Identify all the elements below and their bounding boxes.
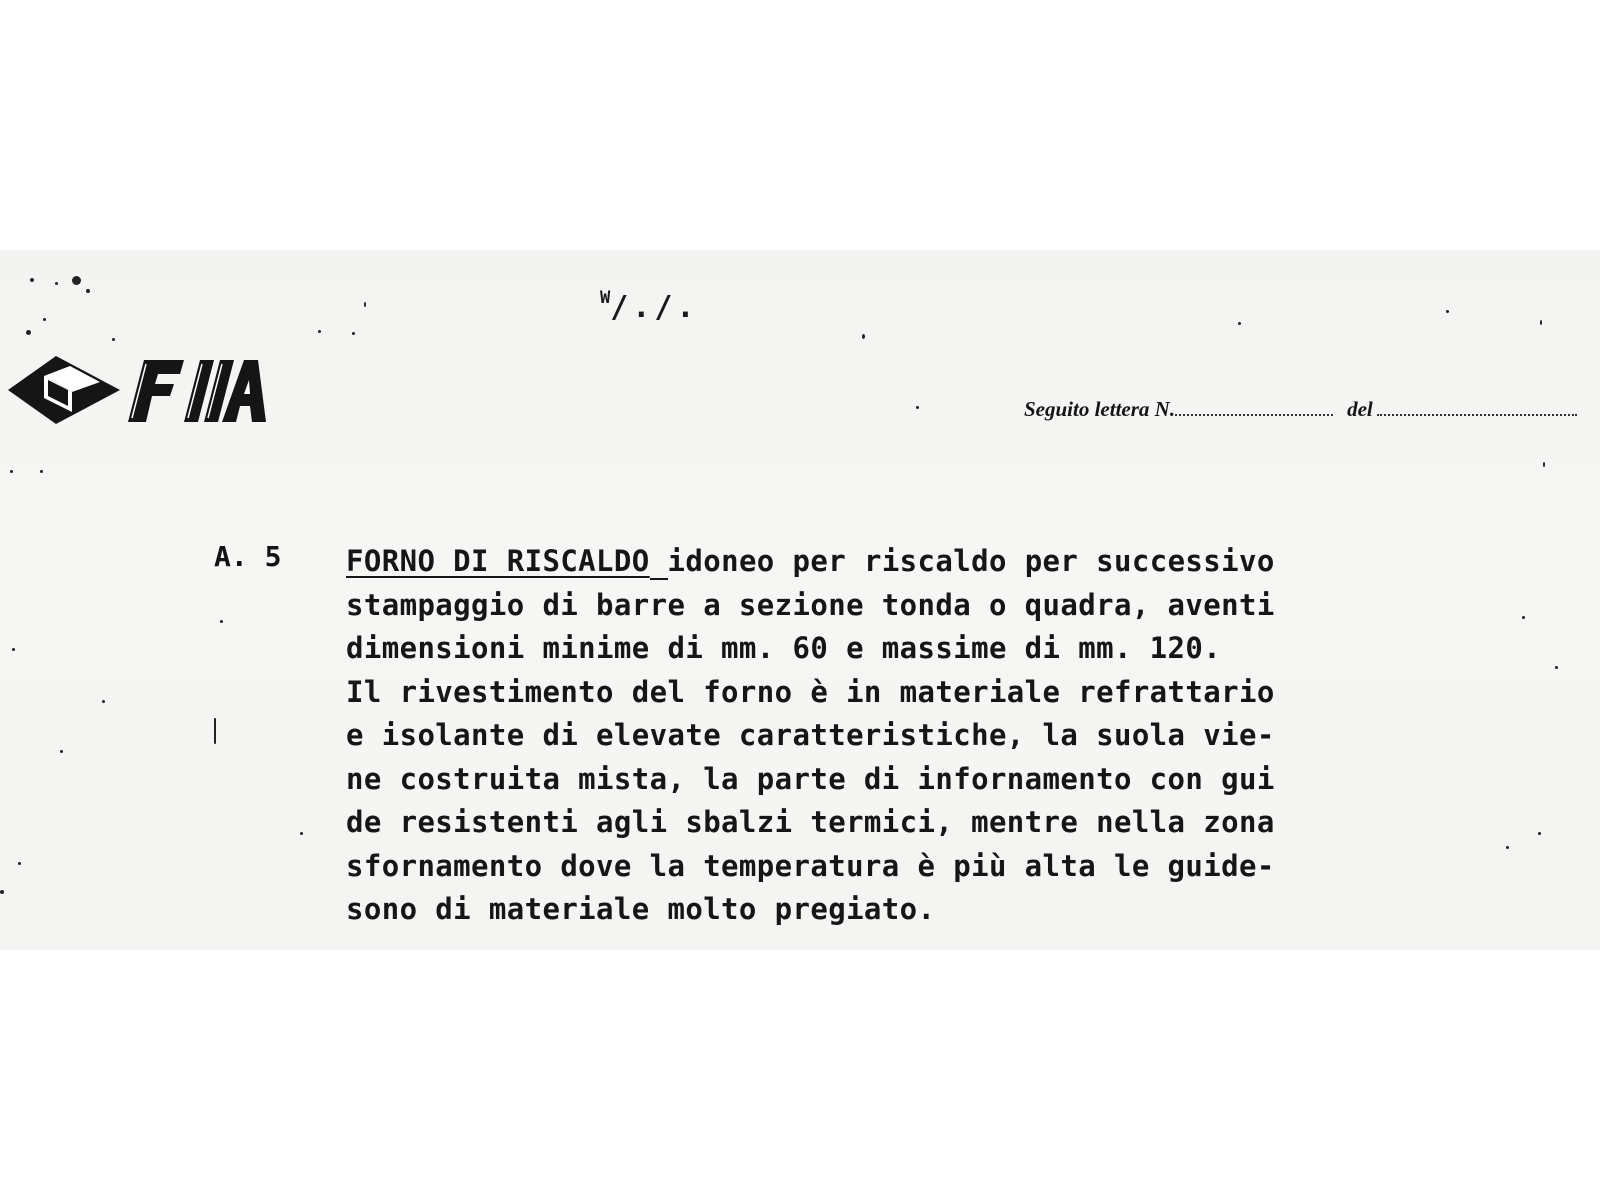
item-body xyxy=(346,540,1516,932)
speck xyxy=(220,620,223,623)
speck xyxy=(30,278,34,282)
speck xyxy=(43,318,46,321)
letter-number-blank xyxy=(1175,396,1333,416)
body-line-1 xyxy=(346,540,1516,584)
speck xyxy=(1540,320,1542,325)
body-line: sfornamento dove la temperatura è più alta le guide- xyxy=(346,848,1275,883)
speck xyxy=(60,750,63,753)
reference-mark-superscript: W xyxy=(600,288,611,308)
reference-mark xyxy=(600,288,699,325)
speck xyxy=(364,302,366,307)
item-label: A. 5 xyxy=(214,540,282,573)
body-line-1-text: idoneo per riscaldo per successivo xyxy=(667,544,1275,578)
body-line: sono di materiale molto pregiato. xyxy=(346,892,936,926)
body-line: de resistenti agli sbalzi termici, mentre nella zona xyxy=(346,805,1275,839)
speck xyxy=(0,890,4,894)
body-line: dimensioni minime di mm. 60 e massime di mm. 120. xyxy=(346,631,1222,665)
speck xyxy=(1538,832,1541,835)
speck xyxy=(26,330,31,335)
cube-logo-icon xyxy=(8,352,268,430)
seguito-label: Seguito lettera N. xyxy=(1024,397,1176,421)
speck xyxy=(916,406,919,409)
speck xyxy=(102,700,105,703)
body-line: stampaggio di barre a sezione tonda o quadra, aventi xyxy=(346,587,1275,622)
title-underline-extension xyxy=(650,544,668,580)
speck xyxy=(12,648,15,651)
speck xyxy=(72,276,81,285)
body-line: Il rivestimento del forno è in materiale refrattario xyxy=(346,674,1275,709)
speck xyxy=(18,862,21,865)
item-title: FORNO DI RISCALDO xyxy=(346,544,650,578)
letter-reference-line xyxy=(1024,396,1577,422)
speck xyxy=(300,832,303,835)
speck xyxy=(352,332,355,335)
body-line: ne costruita mista, la parte di infornamento con gui xyxy=(346,761,1275,796)
speck xyxy=(1522,616,1525,619)
speck xyxy=(1555,666,1558,669)
speck xyxy=(318,330,321,333)
speck xyxy=(1238,322,1241,325)
speck xyxy=(10,470,13,473)
speck xyxy=(862,334,865,339)
del-label: del xyxy=(1347,397,1373,421)
speck xyxy=(55,282,58,285)
company-logo xyxy=(8,352,268,435)
speck xyxy=(112,338,115,341)
body-line: e isolante di elevate caratteristiche, la suola vie- xyxy=(346,718,1275,752)
date-blank xyxy=(1377,396,1577,416)
speck xyxy=(214,718,216,744)
speck xyxy=(40,470,43,473)
speck xyxy=(86,289,90,293)
reference-mark-text: /./. xyxy=(610,290,699,325)
speck xyxy=(1543,462,1545,467)
speck xyxy=(1446,310,1449,313)
